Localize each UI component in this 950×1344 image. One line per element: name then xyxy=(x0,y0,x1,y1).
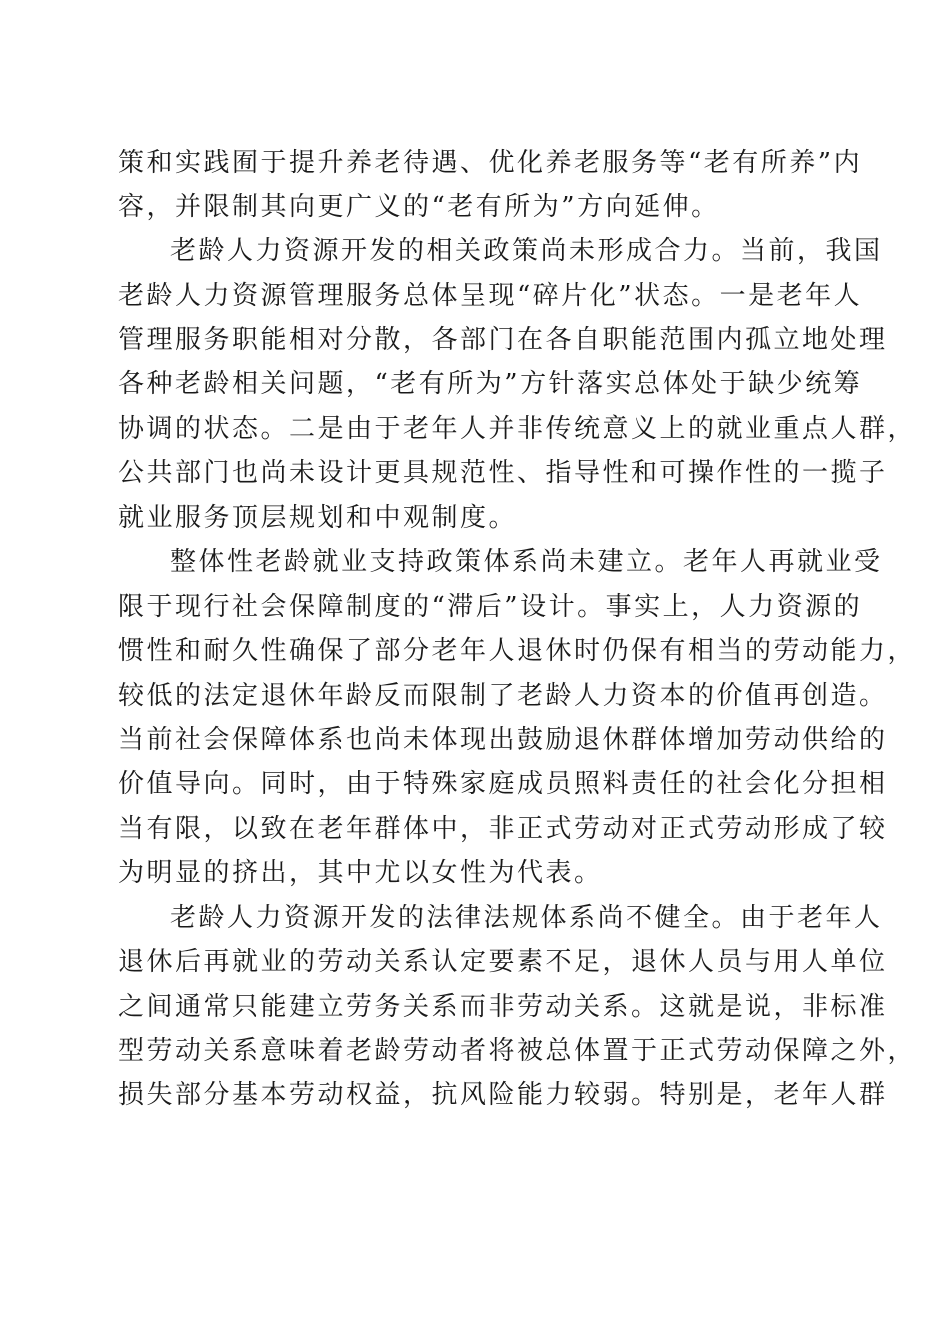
paragraph-line: 当有限，以致在老年群体中，非正式劳动对正式劳动形成了较 xyxy=(118,814,888,844)
paragraph-line: 为明显的挤出，其中尤以女性为代表。 xyxy=(118,858,603,888)
paragraph-line: 协调的状态。二是由于老年人并非传统意义上的就业重点人群， xyxy=(118,414,917,444)
paragraph-line: 老龄人力资源开发的相关政策尚未形成合力。当前，我国 xyxy=(170,236,883,266)
paragraph-line: 管理服务职能相对分散，各部门在各自职能范围内孤立地处理 xyxy=(118,325,888,355)
paragraph-line: 当前社会保障体系也尚未体现出鼓励退休群体增加劳动供给的 xyxy=(118,725,888,755)
paragraph-line: 型劳动关系意味着老龄劳动者将被总体置于正式劳动保障之外， xyxy=(118,1036,917,1066)
paragraph-line: 公共部门也尚未设计更具规范性、指导性和可操作性的一揽子 xyxy=(118,458,888,488)
paragraph-line: 策和实践囿于提升养老待遇、优化养老服务等“老有所养”内 xyxy=(118,148,863,178)
paragraph-line: 退休后再就业的劳动关系认定要素不足，退休人员与用人单位 xyxy=(118,947,888,977)
paragraph-line: 容，并限制其向更广义的“老有所为”方向延伸。 xyxy=(118,192,720,222)
paragraph-line: 价值导向。同时，由于特殊家庭成员照料责任的社会化分担相 xyxy=(118,769,888,799)
paragraph-line: 损失部分基本劳动权益，抗风险能力较弱。特别是，老年人群 xyxy=(118,1080,888,1110)
paragraph-line: 整体性老龄就业支持政策体系尚未建立。老年人再就业受 xyxy=(170,547,883,577)
paragraph-line: 惯性和耐久性确保了部分老年人退休时仍保有相当的劳动能力， xyxy=(118,636,917,666)
paragraph-line: 之间通常只能建立劳务关系而非劳动关系。这就是说，非标准 xyxy=(118,992,888,1022)
paragraph-line: 老龄人力资源开发的法律法规体系尚不健全。由于老年人 xyxy=(170,903,883,933)
paragraph-line: 较低的法定退休年龄反而限制了老龄人力资本的价值再创造。 xyxy=(118,681,888,711)
paragraph-line: 限于现行社会保障制度的“滞后”设计。事实上，人力资源的 xyxy=(118,592,863,622)
paragraph-line: 就业服务顶层规划和中观制度。 xyxy=(118,503,518,533)
paragraph-line: 各种老龄相关问题，“老有所为”方针落实总体处于缺少统筹 xyxy=(118,369,863,399)
paragraph-line: 老龄人力资源管理服务总体呈现“碎片化”状态。一是老年人 xyxy=(118,281,863,311)
